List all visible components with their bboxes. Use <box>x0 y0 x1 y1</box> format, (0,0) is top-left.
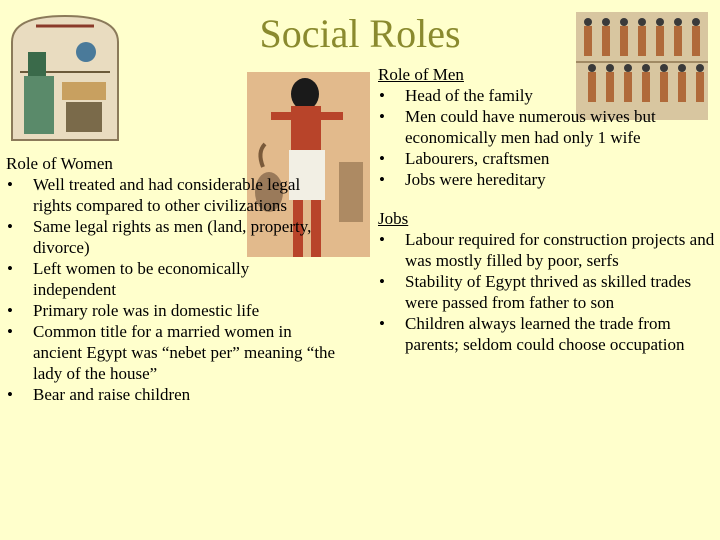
list-item <box>6 258 336 300</box>
bullet-icon: • <box>7 322 13 341</box>
list-item-text: Men could have numerous wives but economically men had only 1 wife <box>405 107 656 147</box>
jobs-list <box>378 229 718 355</box>
men-heading: Role of Men <box>378 65 464 84</box>
list-item-text: Labourers, craftsmen <box>405 149 550 168</box>
list-item <box>378 85 718 106</box>
men-jobs-section <box>378 64 718 355</box>
stela-image <box>6 12 124 142</box>
jobs-heading: Jobs <box>378 209 409 228</box>
list-item-text: Well treated and had considerable legal rights compared to other civilizations <box>33 175 301 215</box>
bullet-icon: • <box>379 86 385 105</box>
list-item <box>378 271 718 313</box>
section-gap <box>378 190 718 208</box>
list-item-text: Common title for a married women in ancient Egypt was “nebet per” meaning “the lady of the house” <box>33 322 336 383</box>
list-item-text: Labour required for construction projects and was mostly filled by poor, serfs <box>405 230 715 270</box>
list-item <box>378 229 718 271</box>
list-item-text: Jobs were hereditary <box>405 170 546 189</box>
women-heading: Role of Women <box>6 154 113 173</box>
list-item <box>6 321 336 384</box>
list-item <box>378 313 718 355</box>
men-list <box>378 85 718 190</box>
list-item-text: Left women to be economically independent <box>33 259 250 299</box>
bullet-icon: • <box>379 107 385 126</box>
bullet-icon: • <box>7 217 13 236</box>
bullet-icon: • <box>7 385 13 404</box>
list-item-text: Stability of Egypt thrived as skilled trades were passed from father to son <box>405 272 692 312</box>
bullet-icon: • <box>7 301 13 320</box>
bullet-icon: • <box>379 170 385 189</box>
list-item <box>378 106 718 148</box>
list-item-text: Children always learned the trade from parents; seldom could choose occupation <box>405 314 685 354</box>
bullet-icon: • <box>379 272 385 291</box>
list-item-text: Same legal rights as men (land, property, divorce) <box>33 217 312 257</box>
list-item <box>378 148 718 169</box>
women-list <box>6 174 336 405</box>
list-item <box>6 300 336 321</box>
list-item-text: Head of the family <box>405 86 533 105</box>
bullet-icon: • <box>379 230 385 249</box>
bullet-icon: • <box>7 175 13 194</box>
list-item <box>6 174 336 216</box>
slide-title: Social Roles <box>259 11 461 56</box>
list-item-text: Primary role was in domestic life <box>33 301 260 320</box>
bullet-icon: • <box>7 259 13 278</box>
list-item <box>378 169 718 190</box>
list-item <box>6 384 336 405</box>
bullet-icon: • <box>379 149 385 168</box>
list-item-text: Bear and raise children <box>33 385 191 404</box>
bullet-icon: • <box>379 314 385 333</box>
list-item <box>6 216 336 258</box>
women-section <box>6 153 336 405</box>
